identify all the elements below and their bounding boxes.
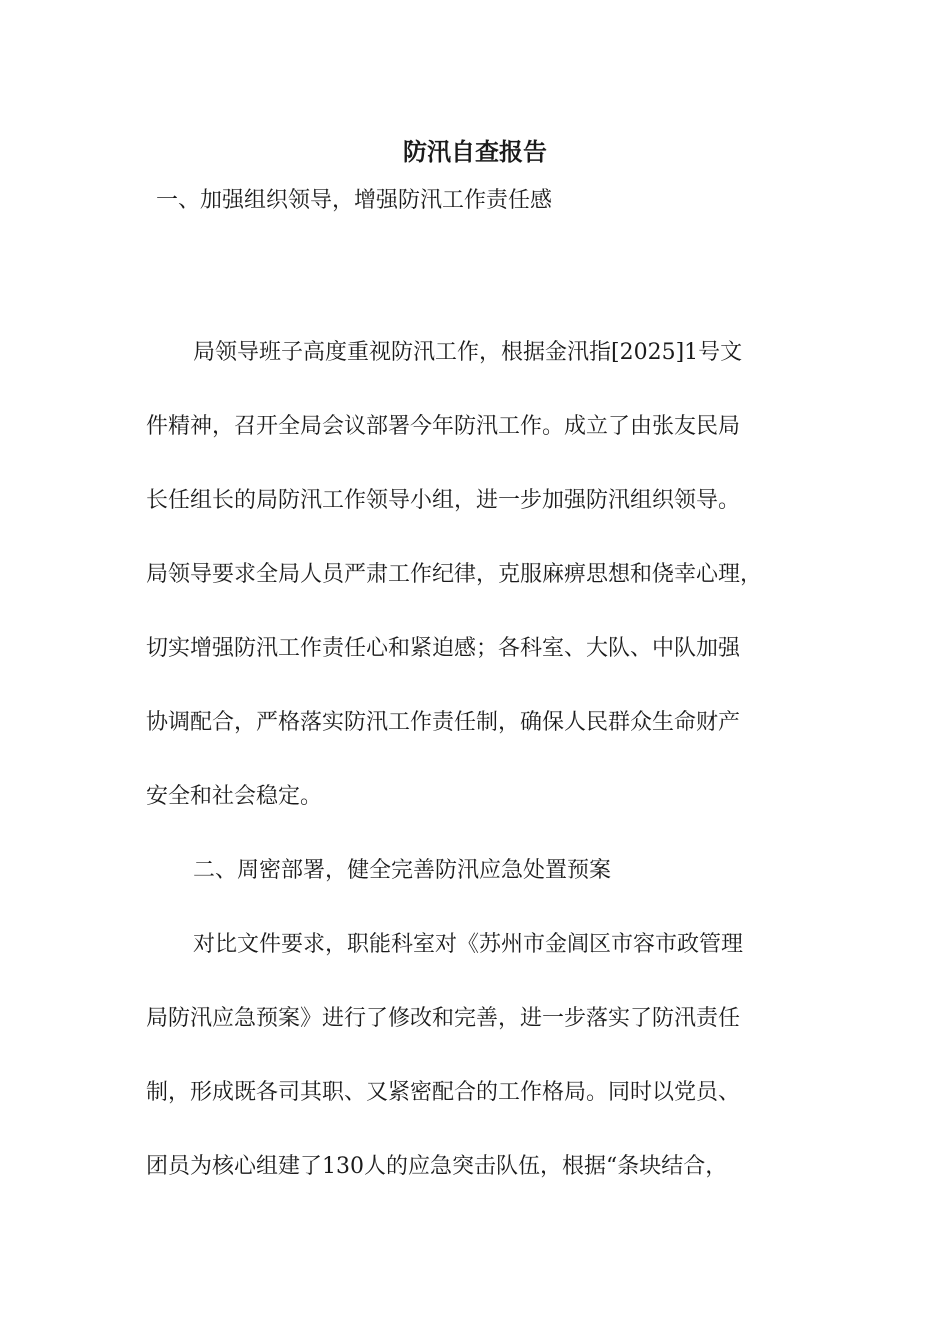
paragraph-1-line-6: 协调配合，严格落实防汛工作责任制，确保人民群众生命财产 [146,710,741,735]
section-2-heading: 二、周密部署，健全完善防汛应急处置预案 [193,858,612,883]
paragraph-1-line-4: 局领导要求全局人员严肃工作纪律，克服麻痹思想和侥幸心理， [146,562,763,587]
paragraph-2-line-2: 局防汛应急预案》进行了修改和完善，进一步落实了防汛责任 [146,1006,741,1031]
paragraph-1-line-1: 局领导班子高度重视防汛工作，根据金汛指[2025]1号文 [193,340,743,365]
paragraph-2-line-3: 制，形成既各司其职、又紧密配合的工作格局。同时以党员、 [146,1080,741,1105]
section-1-heading: 一、加强组织领导，增强防汛工作责任感 [156,188,553,213]
paragraph-1-line-3: 长任组长的局防汛工作领导小组，进一步加强防汛组织领导。 [146,488,741,513]
document-title: 防汛自查报告 [403,138,547,166]
paragraph-1-line-7: 安全和社会稳定。 [146,784,323,809]
paragraph-1-line-5: 切实增强防汛工作责任心和紧迫感；各科室、大队、中队加强 [146,636,741,661]
paragraph-1-line-2: 件精神，召开全局会议部署今年防汛工作。成立了由张友民局 [146,414,741,439]
paragraph-2-line-1: 对比文件要求，职能科室对《苏州市金阊区市容市政管理 [193,932,744,957]
paragraph-2-line-4: 团员为核心组建了130人的应急突击队伍，根据“条块结合， [146,1154,728,1179]
